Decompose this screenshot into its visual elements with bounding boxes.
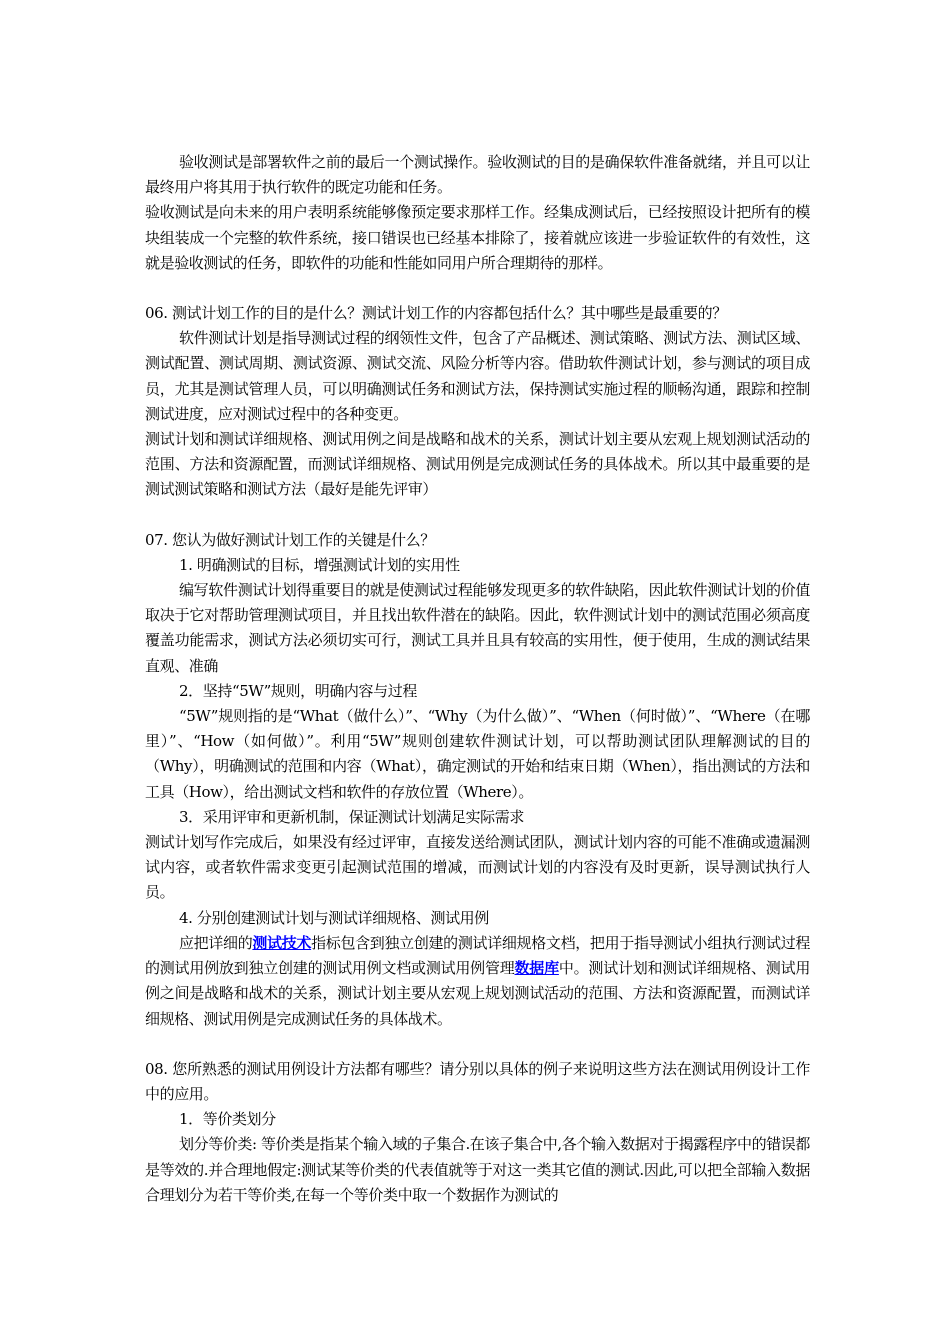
q07-point-1-heading: 1. 明确测试的目标，增强测试计划的实用性 xyxy=(179,555,460,574)
q08-point-1-body: 划分等价类: 等价类是指某个输入域的子集合.在该子集合中,各个输入数据对于揭露程序中的错误都是等效的.并合理地假定:测试某等价类的代表值就等于对这一类其它值的测试.因此,可以把全部输入数据合理划分为若干等价类,在每一个等价类中取一个数据作为测试的 xyxy=(145,1135,810,1204)
acceptance-paragraph-2: 验收测试是向未来的用户表明系统能够像预定要求那样工作。经集成测试后，已经按照设计把所有的模块组装成一个完整的软件系统，接口错误也已经基本排除了，接着就应该进一步验证软件的有效性，这就是验收测试的任务，即软件的功能和性能如同用户所合理期待的那样。 xyxy=(145,203,810,272)
q07-point-2-body: “5W”规则指的是“What（做什么）”、“Why（为什么做）”、“When（何时做）”、“Where（在哪里）”、“How（如何做）”。利用“5W”规则创建软件测试计划，可以帮助测试团队理解测试的目的（Why），明确测试的范围和内容（What），确定测试的开始和结束日期（When），指出测试的方法和工具（How），给出测试文档和软件的存放位置（Where）。 xyxy=(145,707,810,801)
q07-point-4-heading: 4. 分别创建测试计划与测试详细规格、测试用例 xyxy=(179,908,489,927)
q07-point-4-text-end: 中。测试计划和测试详细规格、测试用例之间是战略和战术的关系，测试计划主要从宏观上规划测试活动的范围、方法和资源配置，而测试详细规格、测试用例是完成测试任务的具体战术。 xyxy=(145,959,810,1028)
question-06: 06. 测试计划工作的目的是什么？测试计划工作的内容都包括什么？其中哪些是最重要的？ xyxy=(145,304,727,323)
q07-point-3-body: 测试计划写作完成后，如果没有经过评审，直接发送给测试团队，测试计划内容的可能不准确或遗漏测试内容，或者软件需求变更引起测试范围的增减，而测试计划的内容没有及时更新，误导测试执行人员。 xyxy=(145,833,810,902)
question-07: 07. 您认为做好测试计划工作的关键是什么？ xyxy=(145,530,435,549)
q07-point-4-body xyxy=(145,931,810,1032)
question-08: 08. 您所熟悉的测试用例设计方法都有哪些？请分别以具体的例子来说明这些方法在测试用例设计工作中的应用。 xyxy=(145,1059,810,1103)
document-body xyxy=(145,150,810,1208)
q07-point-4-text-start: 应把详细的 xyxy=(179,933,253,952)
section-spacer xyxy=(145,503,810,528)
q06-answer-paragraph-1: 软件测试计划是指导测试过程的纲领性文件，包含了产品概述、测试策略、测试方法、测试区域、测试配置、测试周期、测试资源、测试交流、风险分析等内容。借助软件测试计划，参与测试的项目成员，尤其是测试管理人员，可以明确测试任务和测试方法，保持测试实施过程的顺畅沟通，跟踪和控制测试进度，应对测试过程中的各种变更。 xyxy=(145,329,810,423)
acceptance-paragraph-1: 验收测试是部署软件之前的最后一个测试操作。验收测试的目的是确保软件准备就绪，并且可以让最终用户将其用于执行软件的既定功能和任务。 xyxy=(145,153,810,197)
q08-point-1-heading: 1．等价类划分 xyxy=(179,1110,276,1129)
q07-point-3-heading: 3．采用评审和更新机制，保证测试计划满足实际需求 xyxy=(179,807,524,826)
section-spacer xyxy=(145,1032,810,1057)
section-spacer xyxy=(145,276,810,301)
q07-point-4-text-middle: 指标包含到独立创建的测试详细规格文档，把用于指导测试小组执行测试过程的测试用例放到独立创建的测试用例文档或测试用例管理 xyxy=(145,933,810,978)
q07-point-2-heading: 2．坚持“5W”规则，明确内容与过程 xyxy=(179,681,417,700)
q06-answer-paragraph-2: 测试计划和测试详细规格、测试用例之间是战略和战术的关系，测试计划主要从宏观上规划测试活动的范围、方法和资源配置，而测试详细规格、测试用例是完成测试任务的具体战术。所以其中最重要的是测试测试策略和测试方法（最好是能先评审） xyxy=(145,430,810,499)
testing-technology-link[interactable]: 测试技术 xyxy=(252,933,312,952)
q07-point-1-body: 编写软件测试计划得重要目的就是使测试过程能够发现更多的软件缺陷，因此软件测试计划的价值取决于它对帮助管理测试项目，并且找出软件潜在的缺陷。因此，软件测试计划中的测试范围必须高度覆盖功能需求，测试方法必须切实可行，测试工具并且具有较高的实用性，便于使用，生成的测试结果直观、准确 xyxy=(145,581,810,675)
database-link[interactable]: 数据库 xyxy=(514,959,559,978)
